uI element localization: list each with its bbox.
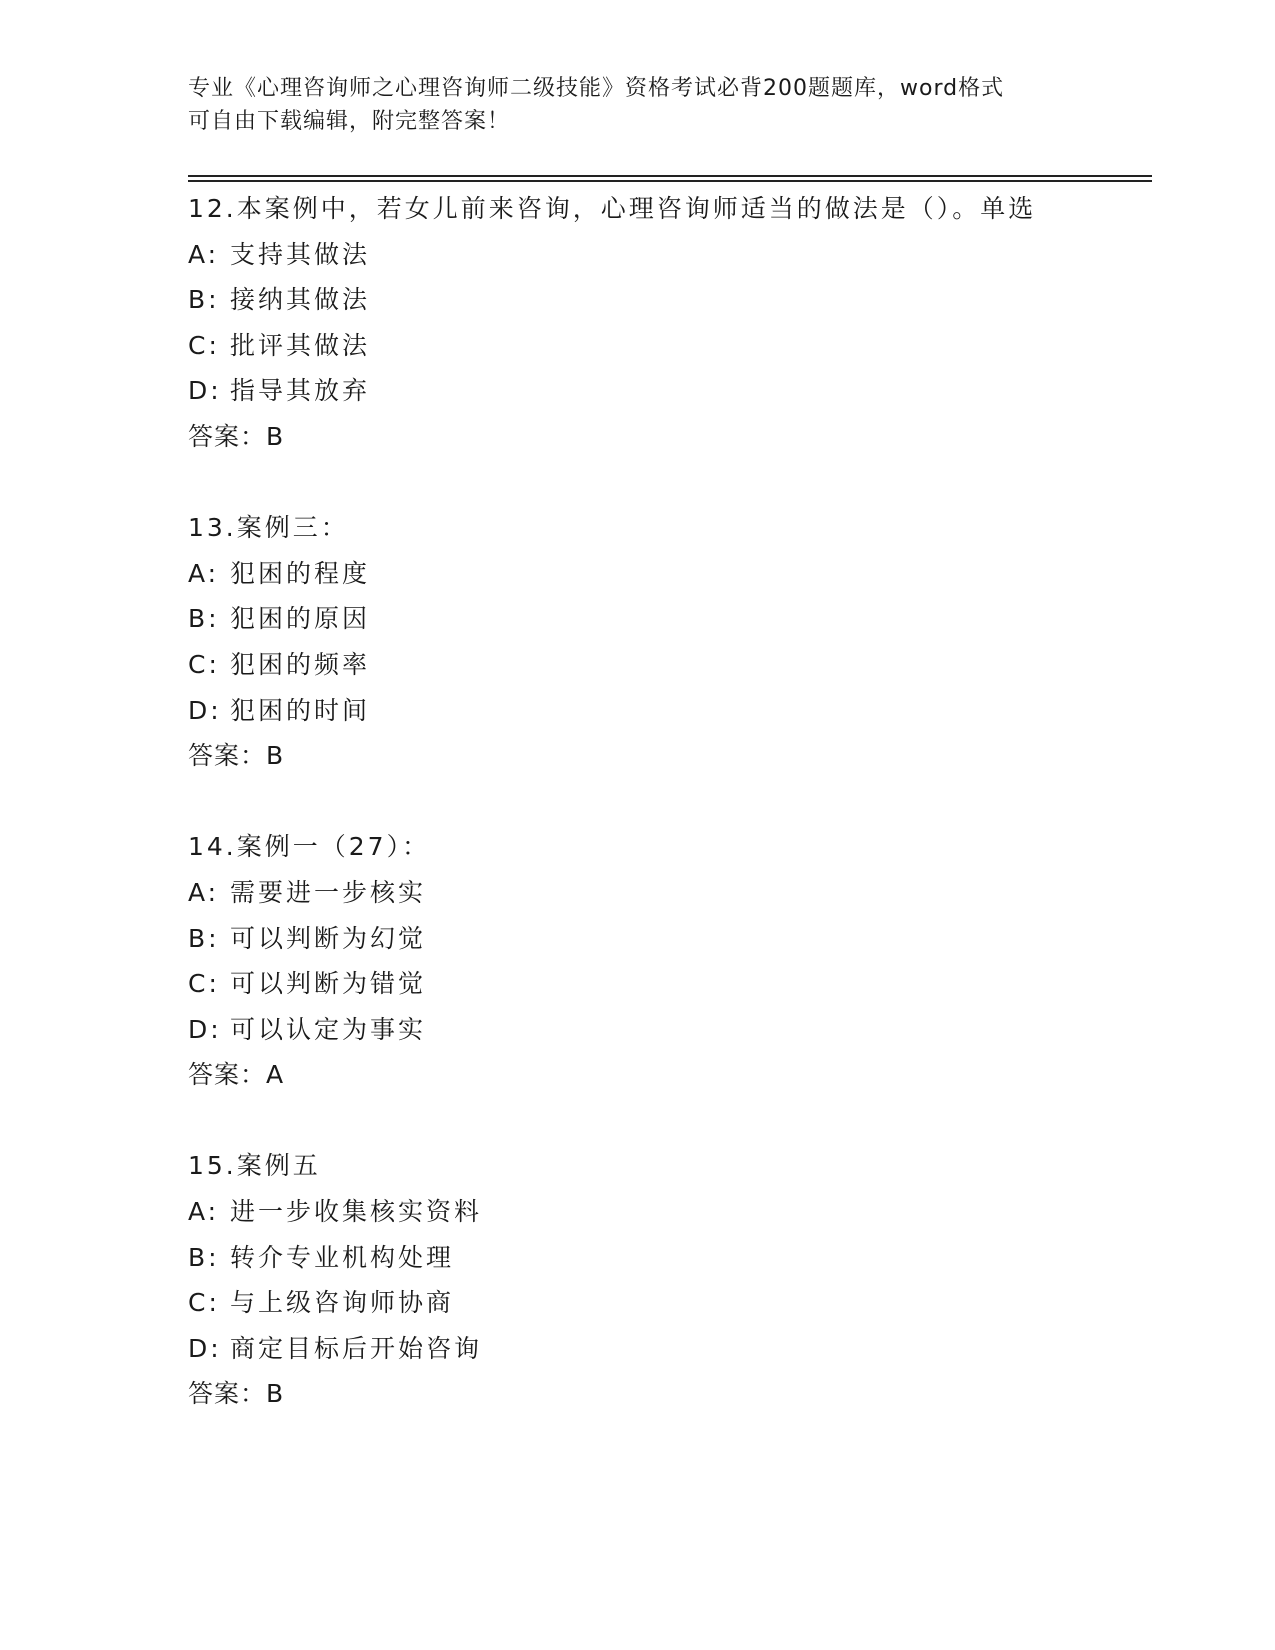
option-letter: D: <box>188 695 222 725</box>
option-d <box>188 368 1148 414</box>
option-text: 犯困的原因 <box>230 604 371 634</box>
option-d <box>188 1326 1148 1372</box>
option-text: 犯困的程度 <box>230 558 371 588</box>
option-text: 接纳其做法 <box>230 285 371 315</box>
answer-line: 答案：B <box>188 1379 285 1409</box>
option-text: 犯困的频率 <box>230 649 371 679</box>
option-text: 进一步收集核实资料 <box>230 1197 483 1227</box>
option-d <box>188 688 1148 734</box>
option-a <box>188 551 1148 597</box>
answer-line: 答案：B <box>188 741 285 771</box>
option-c <box>188 642 1148 688</box>
option-c <box>188 961 1148 1007</box>
option-text: 可以判断为幻觉 <box>230 923 427 953</box>
option-letter: D: <box>188 1014 222 1044</box>
option-text: 与上级咨询师协商 <box>230 1288 455 1318</box>
question-14 <box>188 824 1148 1143</box>
spacer <box>188 1098 1148 1144</box>
option-letter: A: <box>188 1197 220 1227</box>
option-b <box>188 596 1148 642</box>
option-letter: C: <box>188 969 220 999</box>
option-letter: B: <box>188 604 220 634</box>
option-letter: B: <box>188 1242 220 1272</box>
option-a <box>188 232 1148 278</box>
document-header <box>188 72 1068 138</box>
option-letter: C: <box>188 1288 220 1318</box>
question-12 <box>188 186 1148 505</box>
option-letter: C: <box>188 649 220 679</box>
option-text: 商定目标后开始咨询 <box>230 1333 483 1363</box>
question-13 <box>188 505 1148 824</box>
question-15 <box>188 1143 1148 1417</box>
option-a <box>188 1189 1148 1235</box>
header-line-2: 可自由下载编辑，附完整答案！ <box>188 109 511 134</box>
question-stem: 13.案例三： <box>188 513 349 543</box>
option-b <box>188 916 1148 962</box>
option-a <box>188 870 1148 916</box>
header-line-1: 专业《心理咨询师之心理咨询师二级技能》资格考试必背200题题库，word格式 <box>188 76 1005 101</box>
option-letter: D: <box>188 1333 222 1363</box>
option-letter: A: <box>188 558 220 588</box>
option-d <box>188 1007 1148 1053</box>
option-b <box>188 1235 1148 1281</box>
option-text: 犯困的时间 <box>230 695 371 725</box>
option-letter: B: <box>188 285 220 315</box>
answer-line: 答案：A <box>188 1060 285 1090</box>
option-text: 支持其做法 <box>230 239 371 269</box>
question-stem: 12.本案例中，若女儿前来咨询，心理咨询师适当的做法是（）。单选 <box>188 194 1037 223</box>
option-letter: B: <box>188 923 220 953</box>
option-text: 指导其放弃 <box>230 376 371 406</box>
header-divider-bottom <box>188 180 1152 182</box>
answer-line: 答案：B <box>188 421 285 451</box>
spacer <box>188 779 1148 825</box>
header-divider-top <box>188 175 1152 177</box>
option-text: 可以认定为事实 <box>230 1014 427 1044</box>
option-letter: D: <box>188 376 222 406</box>
option-c <box>188 323 1148 369</box>
option-text: 可以判断为错觉 <box>230 969 427 999</box>
question-list <box>188 186 1148 1417</box>
option-text: 转介专业机构处理 <box>230 1242 455 1272</box>
option-letter: A: <box>188 877 220 907</box>
spacer <box>188 460 1148 506</box>
option-text: 需要进一步核实 <box>230 877 427 907</box>
option-b <box>188 277 1148 323</box>
option-text: 批评其做法 <box>230 330 371 360</box>
option-letter: C: <box>188 330 220 360</box>
option-c <box>188 1280 1148 1326</box>
question-stem: 14.案例一（27）： <box>188 832 431 862</box>
question-stem: 15.案例五 <box>188 1151 321 1181</box>
option-letter: A: <box>188 239 220 269</box>
